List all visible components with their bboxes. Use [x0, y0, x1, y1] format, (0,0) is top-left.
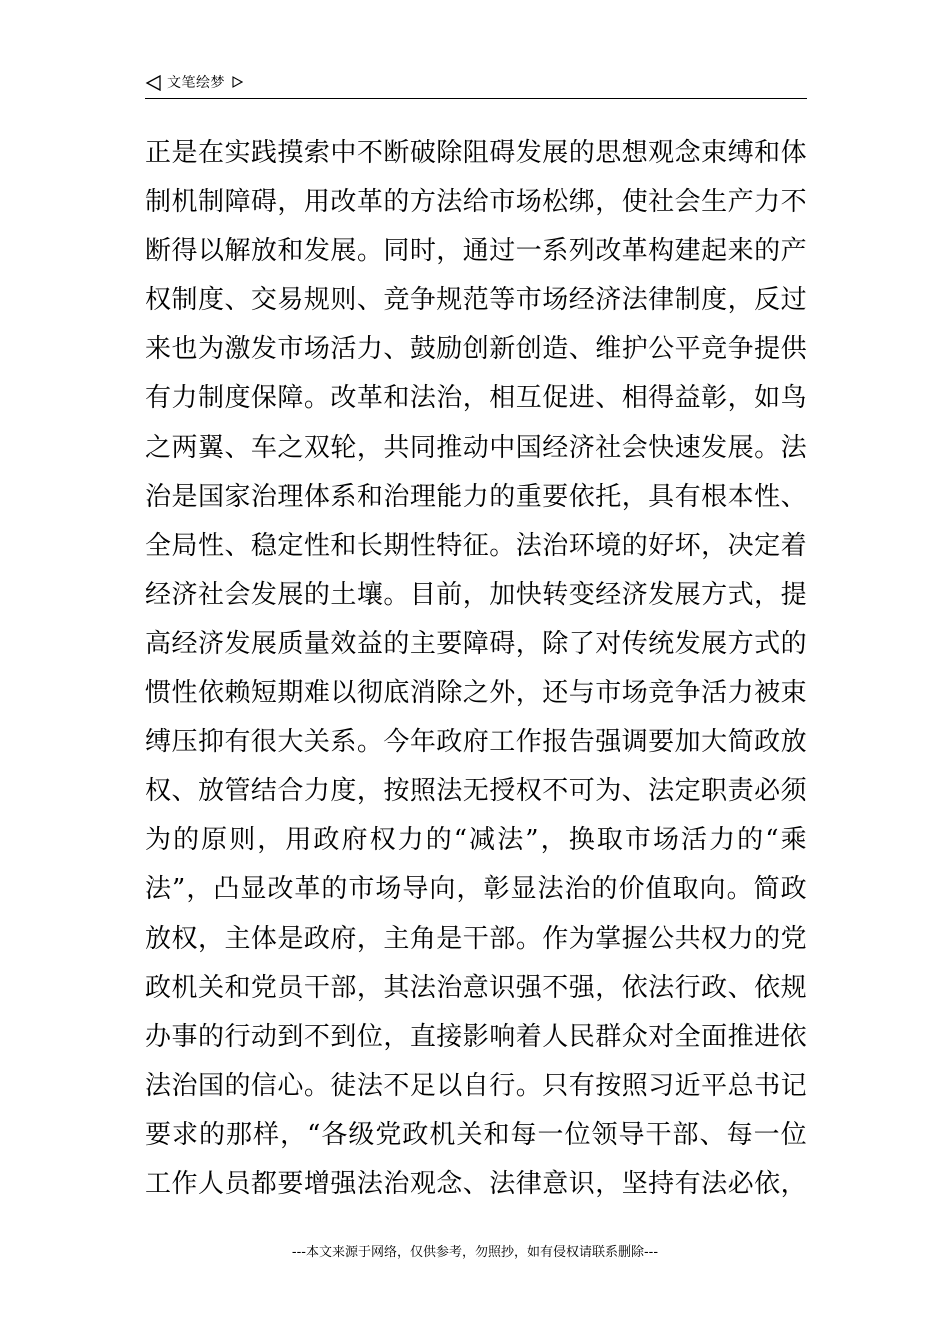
text-line: 法治国的信心。徒法不足以自行。只有按照习近平总书记 [145, 1070, 807, 1101]
text-line: 高经济发展质量效益的主要障碍，除了对传统发展方式的 [145, 628, 807, 659]
text-line: 经济社会发展的土壤。目前，加快转变经济发展方式，提 [145, 579, 807, 610]
text-line: 政机关和党员干部，其法治意识强不强，依法行政、依规 [145, 972, 807, 1003]
text-line: 制机制障碍，用改革的方法给市场松绑，使社会生产力不 [145, 187, 807, 218]
document-body [145, 129, 807, 1209]
text-line: 工作人员都要增强法治观念、法律意识，坚持有法必依， [145, 1168, 807, 1199]
text-line: 为的原则，用政府权力的“减法”，换取市场活力的“乘 [145, 825, 807, 856]
text-line: 有力制度保障。改革和法治，相互促进、相得益彰，如鸟 [145, 383, 807, 414]
text-line: 放权，主体是政府，主角是干部。作为掌握公共权力的党 [145, 923, 807, 954]
text-line: 法”，凸显改革的市场导向，彰显法治的价值取向。简政 [145, 874, 807, 905]
text-line: 要求的那样，“各级党政机关和每一位领导干部、每一位 [145, 1119, 807, 1150]
text-line: 正是在实践摸索中不断破除阻碍发展的思想观念束缚和体 [145, 138, 807, 168]
text-line: 来也为激发市场活力、鼓励创新创造、维护公平竞争提供 [145, 334, 807, 365]
text-line: 权、放管结合力度，按照法无授权不可为、法定职责必须 [145, 776, 807, 807]
text-line: 断得以解放和发展。同时，通过一系列改革构建起来的产 [145, 236, 807, 267]
header-title: 文笔绘梦 [167, 75, 225, 91]
text-line: 全局性、稳定性和长期性特征。法治环境的好坏，决定着 [145, 530, 807, 561]
page-header [145, 72, 807, 99]
text-line: 惯性依赖短期难以彻底消除之外，还与市场竞争活力被束 [145, 678, 807, 709]
text-line: 之两翼、车之双轮，共同推动中国经济社会快速发展。法 [145, 432, 807, 463]
text-line: 办事的行动到不到位，直接影响着人民群众对全面推进依 [145, 1021, 807, 1052]
triangle-left-outline-icon [145, 74, 163, 92]
page-footer: ---本文来源于网络，仅供参考，勿照抄，如有侵权请联系删除--- [291, 1245, 659, 1260]
triangle-right-outline-icon [231, 76, 243, 88]
text-line: 治是国家治理体系和治理能力的重要依托，具有根本性、 [145, 481, 807, 512]
text-line: 权制度、交易规则、竞争规范等市场经济法律制度，反过 [145, 285, 807, 316]
text-line: 缚压抑有很大关系。今年政府工作报告强调要加大简政放 [145, 727, 807, 758]
